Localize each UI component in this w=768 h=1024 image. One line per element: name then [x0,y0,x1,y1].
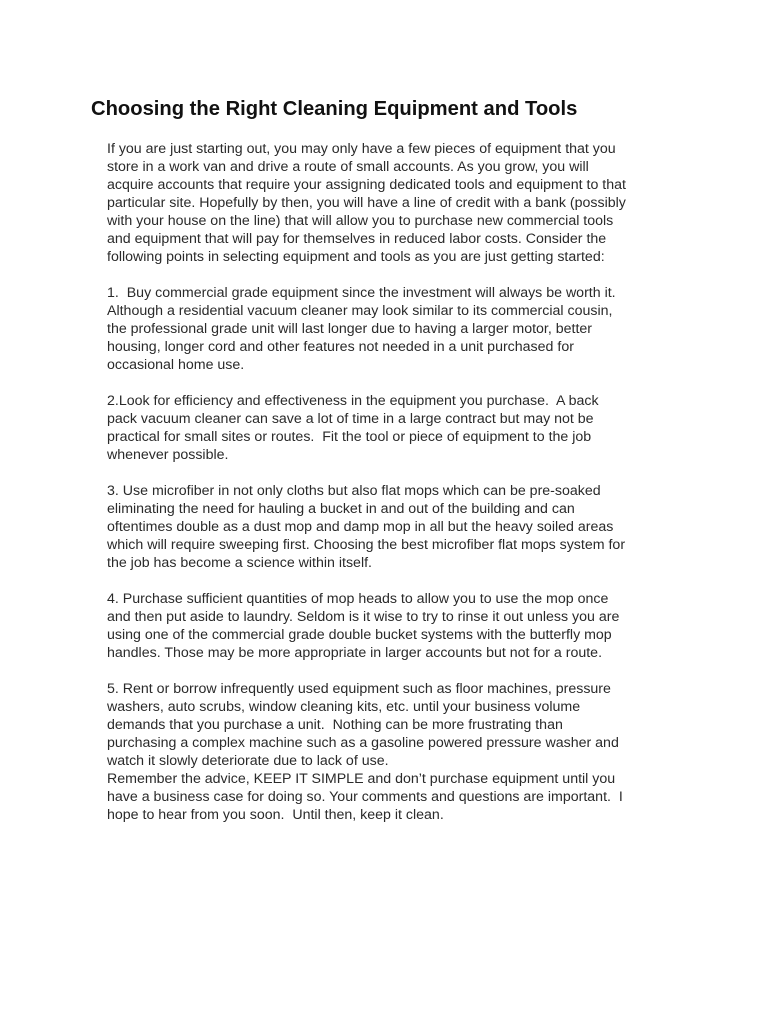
paragraph-point-4 [107,590,667,662]
paragraph-spacer [107,266,667,284]
paragraph-point-2 [107,392,667,464]
paragraph-point-3 [107,482,667,572]
text-line: If you are just starting out, you may only have a few pieces of equipment that you [107,141,616,157]
paragraph-intro [107,140,667,266]
text-line: using one of the commercial grade double bucket systems with the butterfly mop [107,627,612,643]
text-line: housing, longer cord and other features not needed in a unit purchased for [107,339,574,355]
paragraph-spacer [107,572,667,590]
text-line: eliminating the need for hauling a bucket in and out of the building and can [107,501,575,517]
text-line: 4. Purchase sufficient quantities of mop heads to allow you to use the mop once [107,591,609,607]
text-line: following points in selecting equipment and tools as you are just getting started: [107,249,605,265]
text-line: practical for small sites or routes. Fit the tool or piece of equipment to the job [107,429,592,445]
text-line: with your house on the line) that will allow you to purchase new commercial tools [107,213,614,229]
paragraph-spacer [107,374,667,392]
text-line: 5. Rent or borrow infrequently used equipment such as floor machines, pressure [107,681,611,697]
text-line: 3. Use microfiber in not only cloths but also flat mops which can be pre-soaked [107,483,601,499]
text-line: Remember the advice, KEEP IT SIMPLE and don’t purchase equipment until you [107,771,616,787]
document-title: Choosing the Right Cleaning Equipment and Tools [91,98,578,120]
text-line: the job has become a science within itself. [107,555,372,571]
text-line: the professional grade unit will last longer due to having a larger motor, better [107,321,593,337]
text-line: and equipment that will pay for themselves in reduced labor costs. Consider the [107,231,607,247]
paragraph-point-1 [107,284,667,374]
text-line: 2.Look for efficiency and effectiveness in the equipment you purchase. A back [107,393,599,409]
text-line: acquire accounts that require your assigning dedicated tools and equipment to that [107,177,626,193]
text-line: washers, auto scrubs, window cleaning kits, etc. until your business volume [107,699,581,715]
text-line: watch it slowly deteriorate due to lack of use. [107,753,389,769]
text-line: occasional home use. [107,357,245,373]
text-line: have a business case for doing so. Your comments and questions are important. I [107,789,623,805]
text-line: particular site. Hopefully by then, you will have a line of credit with a bank (possibly [107,195,626,211]
text-line: demands that you purchase a unit. Nothing can be more frustrating than [107,717,563,733]
text-line: purchasing a complex machine such as a gasoline powered pressure washer and [107,735,619,751]
text-line: and then put aside to laundry. Seldom is it wise to try to rinse it out unless you are [107,609,620,625]
text-line: oftentimes double as a dust mop and damp mop in all but the heavy soiled areas [107,519,614,535]
paragraph-spacer [107,464,667,482]
text-line: store in a work van and drive a route of small accounts. As you grow, you will [107,159,589,175]
text-line: hope to hear from you soon. Until then, keep it clean. [107,807,444,823]
text-line: pack vacuum cleaner can save a lot of time in a large contract but may not be [107,411,594,427]
text-line: handles. Those may be more appropriate in larger accounts but not for a route. [107,645,603,661]
paragraph-point-5 [107,680,667,824]
document-body [107,140,667,824]
paragraph-spacer [107,662,667,680]
text-line: whenever possible. [107,447,229,463]
text-line: 1. Buy commercial grade equipment since the investment will always be worth it. [107,285,616,301]
text-line: Although a residential vacuum cleaner may look similar to its commercial cousin, [107,303,613,319]
text-line: which will require sweeping first. Choosing the best microfiber flat mops system for [107,537,626,553]
